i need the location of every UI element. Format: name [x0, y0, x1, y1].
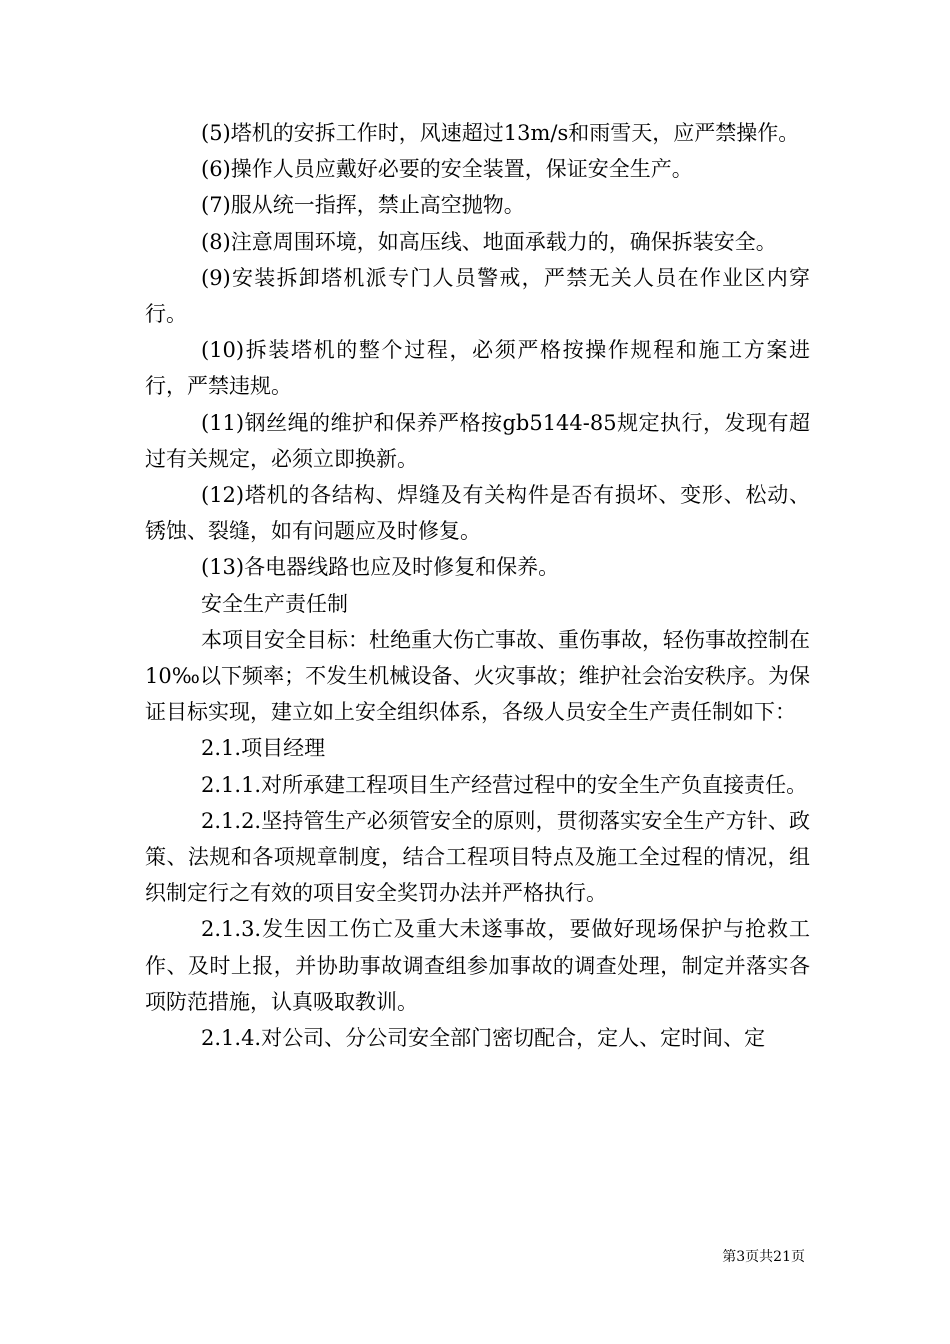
subsection-heading-2-1: 2.1.项目经理	[201, 736, 326, 761]
paragraph-item-6: (6)操作人员应戴好必要的安全装置，保证安全生产。	[201, 157, 693, 182]
paragraph-item-12: (12)塔机的各结构、焊缝及有关构件是否有损坏、变形、松动、锈蚀、裂缝，如有问题应及时修复。	[145, 483, 810, 544]
paragraph-item-13: (13)各电器线路也应及时修复和保养。	[201, 555, 560, 580]
clause-2-1-3: 2.1.3.发生因工伤亡及重大未遂事故，要做好现场保护与抢救工作、及时上报，并协助事故调查组参加事故的调查处理，制定并落实各项防范措施，认真吸取教训。	[145, 917, 810, 1014]
page-number-footer: 第3页共21页	[722, 1249, 805, 1265]
paragraph-item-9: (9)安装拆卸塔机派专门人员警戒，严禁无关人员在作业区内穿行。	[145, 265, 810, 327]
safety-goal-paragraph: 本项目安全目标：杜绝重大伤亡事故、重伤事故，轻伤事故控制在10‰以下频率；不发生机械设备、火灾事故；维护社会治安秩序。为保证目标实现，建立如上安全组织体系，各级人员安全生产责任制如下：	[145, 627, 810, 725]
paragraph-item-5: (5)塔机的安拆工作时，风速超过13m/s和雨雪天，应严禁操作。	[201, 121, 800, 145]
clause-2-1-4: 2.1.4.对公司、分公司安全部门密切配合，定人、定时间、定	[201, 1026, 766, 1051]
document-body	[145, 115, 810, 1056]
section-heading: 安全生产责任制	[201, 591, 348, 616]
paragraph-item-7: (7)服从统一指挥，禁止高空抛物。	[201, 193, 525, 218]
paragraph-item-8: (8)注意周围环境，如高压线、地面承载力的，确保拆装安全。	[201, 229, 777, 254]
clause-2-1-1: 2.1.1.对所承建工程项目生产经营过程中的安全生产负直接责任。	[201, 772, 808, 797]
paragraph-item-10: (10)拆装塔机的整个过程，必须严格按操作规程和施工方案进行，严禁违规。	[145, 338, 810, 399]
clause-2-1-2: 2.1.2.坚持管生产必须管安全的原则，贯彻落实安全生产方针、政策、法规和各项规章制度，结合工程项目特点及施工全过程的情况，组织制定行之有效的项目安全奖罚办法并严格执行。	[145, 808, 810, 906]
paragraph-item-11: (11)钢丝绳的维护和保养严格按gb5144-85规定执行，发现有超过有关规定，必须立即换新。	[145, 410, 810, 471]
